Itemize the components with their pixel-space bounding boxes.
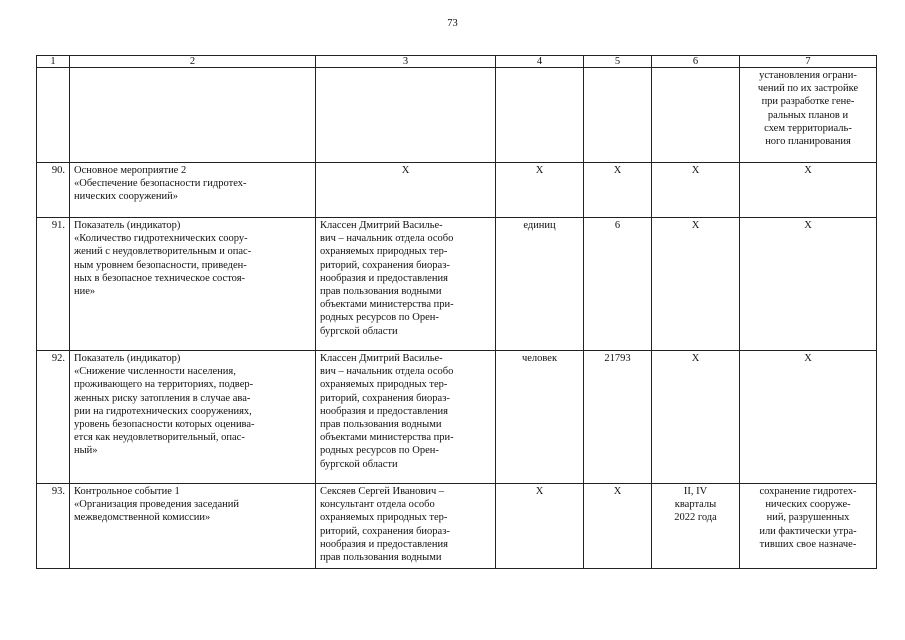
- table-row: [37, 218, 877, 351]
- row-number: 92.: [37, 351, 70, 484]
- cell-empty: [584, 68, 652, 163]
- column-header-2: 2: [70, 56, 316, 68]
- row-responsible: Х: [316, 163, 496, 218]
- cell-empty: [496, 68, 584, 163]
- row-name: Показатель (индикатор) «Снижение численности населения, проживающего на территориях, подвер- женных риску затопления в случае ава- рии на гидротехнических сооружениях, уровень безопасности которых оценива- ется как неудовлетворительный, опас- ный»: [70, 351, 316, 484]
- page-number: 73: [447, 18, 458, 29]
- row-period: Х: [652, 163, 740, 218]
- continuation-result-text: установления ограни- чений по их застройке при разработке гене- ральных планов и схем территориаль- ного планирования: [740, 68, 877, 163]
- continuation-row: [37, 68, 877, 163]
- table-row: [37, 484, 877, 569]
- row-value: 21793: [584, 351, 652, 484]
- row-unit: единиц: [496, 218, 584, 351]
- column-header-1: 1: [37, 56, 70, 68]
- row-name: Показатель (индикатор) «Количество гидротехнических соору- жений с неудовлетворительным и опас- ным уровнем безопасности, приведен- ных в безопасное техническое состоя- ние»: [70, 218, 316, 351]
- row-number: 93.: [37, 484, 70, 569]
- cell-empty: [70, 68, 316, 163]
- column-header-6: 6: [652, 56, 740, 68]
- row-unit: Х: [496, 163, 584, 218]
- program-table: [36, 55, 877, 569]
- row-responsible: Классен Дмитрий Василье- вич – начальник отдела особо охраняемых природных тер- риторий, сохранения биораз- нообразия и предоставления прав пользования водными объектами министерства при- родных ресурсов по Орен- бургской области: [316, 351, 496, 484]
- row-result: Х: [740, 163, 877, 218]
- row-result: сохранение гидротех- нических сооруже- ний, разрушенных или фактически утра- тивших свое назначе-: [740, 484, 877, 569]
- column-header-5: 5: [584, 56, 652, 68]
- row-unit: Х: [496, 484, 584, 569]
- row-result: Х: [740, 351, 877, 484]
- row-period: Х: [652, 351, 740, 484]
- cell-empty: [652, 68, 740, 163]
- row-value: 6: [584, 218, 652, 351]
- row-unit: человек: [496, 351, 584, 484]
- row-value: Х: [584, 484, 652, 569]
- row-number: 91.: [37, 218, 70, 351]
- table-row: [37, 163, 877, 218]
- row-period: Х: [652, 218, 740, 351]
- row-name: Контрольное событие 1 «Организация проведения заседаний межведомственной комиссии»: [70, 484, 316, 569]
- row-name: Основное мероприятие 2 «Обеспечение безопасности гидротех- нических сооружений»: [70, 163, 316, 218]
- cell-empty: [37, 68, 70, 163]
- column-header-3: 3: [316, 56, 496, 68]
- row-number: 90.: [37, 163, 70, 218]
- row-responsible: Классен Дмитрий Василье- вич – начальник отдела особо охраняемых природных тер- риторий, сохранения биораз- нообразия и предоставления прав пользования водными объектами министерства при- родных ресурсов по Орен- бургской области: [316, 218, 496, 351]
- table-row: [37, 351, 877, 484]
- column-header-7: 7: [740, 56, 877, 68]
- row-responsible: Сексяев Сергей Иванович – консультант отдела особо охраняемых природных тер- риторий, сохранения биораз- нообразия и предоставления прав пользования водными: [316, 484, 496, 569]
- row-period: II, IV кварталы 2022 года: [652, 484, 740, 569]
- header-row: [37, 56, 877, 68]
- column-header-4: 4: [496, 56, 584, 68]
- cell-empty: [316, 68, 496, 163]
- row-result: Х: [740, 218, 877, 351]
- row-value: Х: [584, 163, 652, 218]
